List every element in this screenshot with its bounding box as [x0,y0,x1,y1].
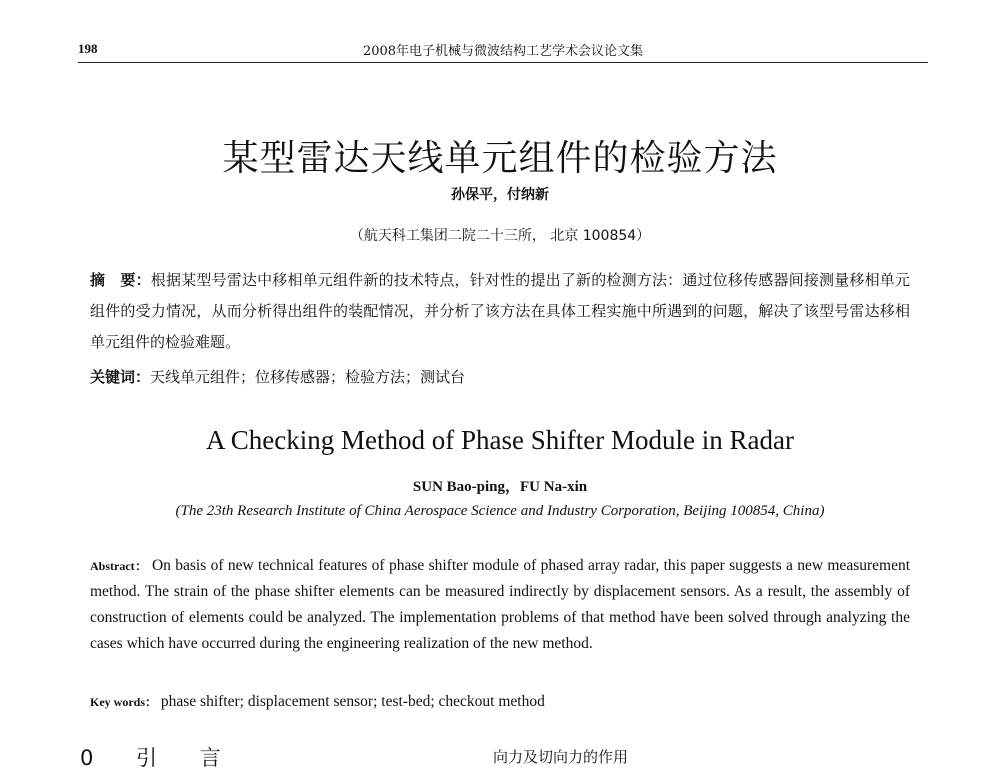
chinese-affiliation: （航天科工集团二院二十三所， 北京 100854） [349,228,651,244]
chinese-abstract-text: 根据某型号雷达中移相单元组件新的技术特点，针对性的提出了新的检测方法：通过位移传感器间接测量移相单元组件的受力情况，从而分析得出组件的装配情况，并分析了该方法在具体工程实施中所遇到的问题，解决了该型号雷达移相单元组件的检验难题。 [90,271,910,351]
chinese-abstract [90,265,910,358]
english-abstract-text: On basis of new technical features of phase shifter module of phased array radar, this paper suggests a new measurement method. The strain of the phase shifter elements can be measured indirectly by displacement sensors. As a result, the assembly of construction of elements could be analyzed. The implementation problems of that method have been solved through analyzing the cases which have occurred during the engineering realization of the new method. [90,557,911,652]
english-abstract-label: Abstract： [90,559,148,573]
section-heading-introduction: 0 引 言 [80,746,239,770]
page-number: 198 [78,41,98,56]
english-title: A Checking Method of Phase Shifter Module in Radar [206,425,794,455]
english-keywords [90,690,910,714]
body-text-fragment: 向力及切向力的作用 [493,748,629,766]
running-header [78,36,928,63]
chinese-keywords [90,362,910,393]
chinese-authors: 孙保平，付纳新 [451,187,549,203]
chinese-keywords-text: 天线单元组件；位移传感器；检验方法；测试台 [150,368,466,386]
english-abstract [90,553,910,657]
chinese-title: 某型雷达天线单元组件的检验方法 [222,138,778,179]
english-authors: SUN Bao-ping，FU Na-xin [412,479,588,495]
journal-title: 2008年电子机械与微波结构工艺学术会议论文集 [362,44,644,59]
chinese-abstract-label: 摘 要： [90,271,151,289]
english-keywords-text: phase shifter; displacement sensor; test-bed; checkout method [160,693,545,710]
english-affiliation: (The 23th Research Institute of China Aerospace Science and Industry Corporation, Beijing 100854, China) [175,503,825,519]
chinese-keywords-label: 关键词： [90,368,151,386]
english-keywords-label: Key words： [90,695,157,709]
